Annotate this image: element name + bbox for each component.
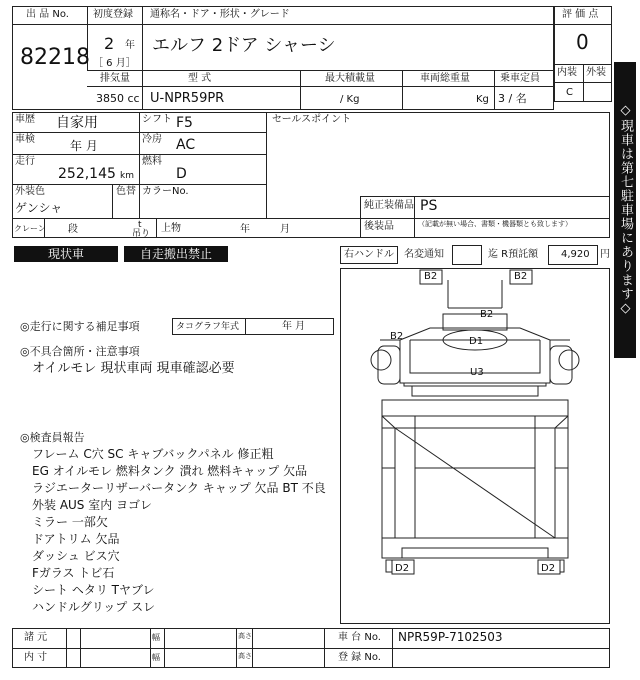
report-line: ラジエーターリザーバータンク キャップ 欠品 BT 不良 (32, 481, 326, 495)
self-drive-prohibited-badge: 自走搬出禁止 (124, 246, 228, 262)
inspection-value: 年 月 (70, 139, 98, 153)
max-load-label: 最大積載量 (325, 73, 375, 84)
first-reg-year-unit: 年 (125, 40, 135, 51)
odometer-notice-box (452, 245, 482, 265)
odometer-notice-label: 名変通知 (404, 249, 444, 260)
mount-month: 月 (280, 224, 290, 235)
gross-weight-value: Kg (476, 94, 489, 105)
crane-label: クレーン (14, 224, 46, 233)
inspection-label: 車検 (15, 134, 35, 145)
first-reg-label: 初度登録 (93, 9, 133, 20)
inner-dim-label: 内 寸 (24, 652, 48, 663)
inspector-report (32, 446, 326, 616)
recycle-deposit-label: 迄 R預託額 (488, 249, 539, 260)
history-label: 車歴 (15, 114, 35, 125)
defects-text: オイルモレ 現状車両 現車確認必要 (32, 361, 235, 376)
interior-label: 内装 (557, 67, 577, 78)
chassis-label: 車 台 No. (338, 632, 381, 643)
damage-mark-u3: U3 (470, 367, 484, 378)
defects-label: ◎不具合箇所・注意事項 (20, 345, 140, 358)
report-line: Fガラス トビ石 (32, 566, 115, 580)
crane-ton: t (138, 220, 142, 230)
tacho-label: タコグラフ年式 (176, 322, 240, 332)
mileage-label: 走行 (15, 156, 35, 167)
report-line: ハンドルグリップ スレ (32, 600, 156, 614)
report-line: ダッシュ ビス穴 (32, 549, 120, 563)
report-line: シート ヘタリ Tヤブレ (32, 583, 155, 597)
report-line: ドアトリム 欠品 (32, 532, 120, 546)
mount-label: 上物 (161, 223, 181, 234)
shift-value: F5 (176, 115, 193, 131)
aftermarket-note: （記載が無い場合、書類・機器類とも致します） (418, 220, 572, 228)
color-label: 外装色 (15, 186, 45, 197)
sales-point-label: セールスポイント (272, 114, 352, 125)
color-code-label: カラーNo. (142, 186, 189, 197)
specs-label: 諸 元 (24, 632, 48, 643)
crane-stage: 段 (68, 224, 78, 235)
height-label-1: 高さ (238, 632, 252, 640)
damage-mark-b2-front-right: B2 (514, 271, 528, 282)
report-line: EG オイルモレ 燃料タンク 潰れ 燃料キャップ 欠品 (32, 464, 308, 478)
height-label-2: 高さ (238, 652, 252, 660)
running-notes-label: ◎走行に関する補足事項 (20, 320, 140, 333)
inspector-report-label: ◎検査員報告 (20, 431, 85, 444)
as-is-badge: 現状車 (14, 246, 118, 262)
side-banner: ◇現車は第七駐車場にあります◇ (614, 62, 636, 358)
car-name-label: 通称名・ドア・形状・グレード (150, 9, 290, 20)
recycle-deposit-unit: 円 (600, 249, 610, 260)
report-line: 外装 AUS 室内 ヨゴレ (32, 498, 153, 512)
mileage-value: 252,145 (58, 166, 116, 182)
recycle-deposit-value: 4,920 (561, 249, 590, 260)
truck-diagram (340, 268, 610, 624)
ac-label: 冷房 (142, 134, 162, 145)
steering-value: 右ハンドル (344, 249, 394, 260)
rating-label: 評 価 点 (562, 9, 599, 20)
first-reg-year: 2 (104, 34, 115, 53)
mileage-unit: km (120, 171, 134, 181)
exterior-label: 外装 (586, 67, 606, 78)
width-label-2: 幅 (152, 653, 160, 662)
fuel-value: D (176, 166, 187, 182)
model-value: U-NPR59PR (150, 91, 225, 106)
rating-value: 0 (576, 30, 589, 54)
interior-grade: C (566, 87, 573, 98)
tacho-value: 年 月 (282, 321, 306, 332)
chassis-number: NPR59P-7102503 (398, 630, 503, 644)
crane-hoist: 吊り (132, 229, 151, 239)
shift-label: シフト (142, 114, 172, 125)
color-value: ゲンシャ (15, 201, 63, 215)
model-label: 型 式 (188, 73, 212, 84)
history-value: 自家用 (56, 115, 98, 131)
first-reg-month: ［ 6 月］ (93, 58, 136, 69)
damage-mark-d2-rear-left: D2 (395, 563, 410, 574)
car-name: エルフ 2ドア シャーシ (152, 35, 336, 56)
report-line: ミラー 一部欠 (32, 515, 108, 529)
fuel-label: 燃料 (142, 156, 162, 167)
capacity-label: 乗車定員 (500, 73, 540, 84)
aftermarket-label: 後装品 (364, 221, 394, 232)
equipment-value: PS (420, 198, 438, 214)
lot-number: 82218 (20, 45, 90, 70)
registration-label: 登 録 No. (338, 652, 381, 663)
equipment-label: 純正装備品 (364, 200, 414, 211)
displacement-label: 排気量 (100, 73, 130, 84)
displacement-value: 3850 cc (96, 92, 140, 105)
damage-mark-b2-cab-left: B2 (390, 331, 404, 342)
damage-mark-d1: D1 (469, 336, 484, 347)
damage-mark-b2-cab-top: B2 (480, 309, 494, 320)
damage-mark-b2-front-left: B2 (424, 271, 438, 282)
capacity-value: 3 / 名 (498, 92, 527, 105)
color-change-label: 色替 (116, 186, 136, 197)
mount-year: 年 (240, 224, 250, 235)
report-line: フレーム C穴 SC キャブバックパネル 修正粗 (32, 447, 274, 461)
lot-label: 出 品 No. (26, 9, 69, 20)
gross-weight-label: 車両総重量 (420, 73, 470, 84)
width-label-1: 幅 (152, 633, 160, 642)
ac-value: AC (176, 137, 196, 153)
damage-mark-d2-rear-right: D2 (541, 563, 556, 574)
max-load-value: / Kg (340, 94, 360, 105)
